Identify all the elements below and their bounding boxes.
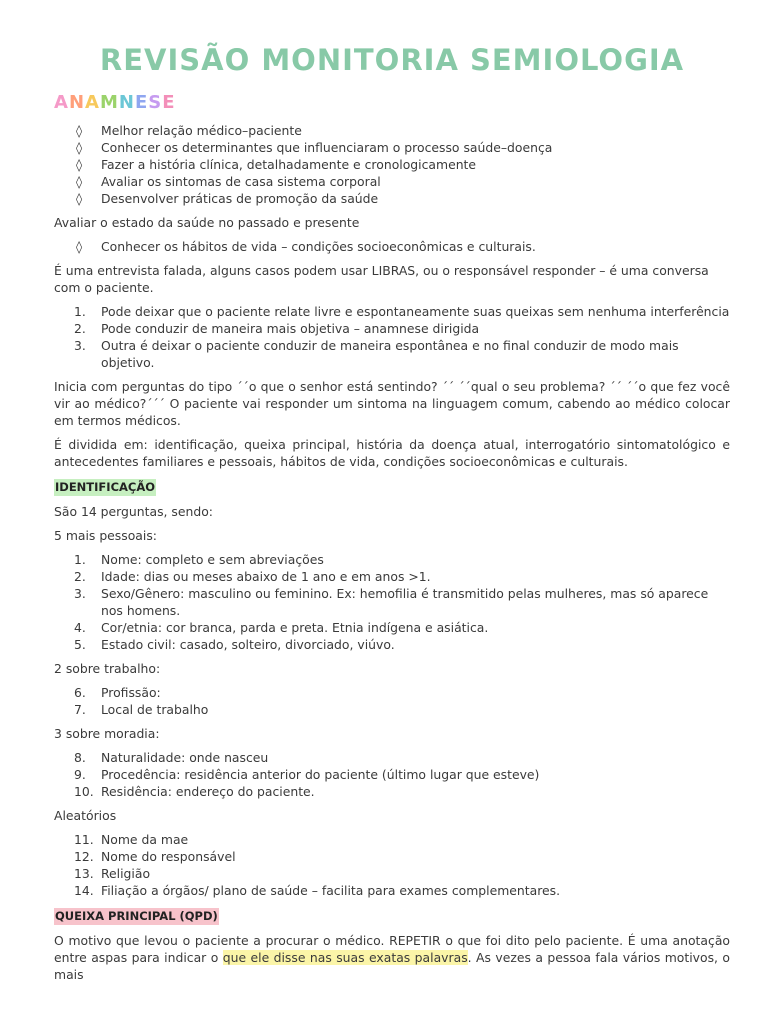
paragraph-avaliar: Avaliar o estado da saúde no passado e presente bbox=[54, 215, 360, 230]
list-item: 13. Religião bbox=[74, 866, 151, 881]
trabalho-list bbox=[54, 684, 730, 718]
list-item: 12. Nome do responsável bbox=[74, 849, 236, 864]
list-item: ◊ Avaliar os sintomas de casa sistema corporal bbox=[54, 173, 730, 190]
moradia-list bbox=[54, 749, 730, 800]
list-item: 4. Cor/etnia: cor branca, parda e preta. Etnia indígena e asiática. bbox=[74, 620, 489, 635]
list-item: 8. Naturalidade: onde nasceu bbox=[74, 750, 269, 765]
list-item: 2. Pode conduzir de maneira mais objetiva – anamnese dirigida bbox=[74, 321, 480, 336]
list-item: 5. Estado civil: casado, solteiro, divorciado, viúvo. bbox=[74, 637, 395, 652]
page-title: REVISÃO MONITORIA SEMIOLOGIA bbox=[99, 43, 685, 77]
paragraph-dividida: É dividida em: identificação, queixa principal, história da doença atual, interrogatório sintomatológico e antecedentes familiares e pessoais, hábitos de vida, condições socioeconômicas e culturais. bbox=[54, 437, 730, 469]
list-item: ◊ Desenvolver práticas de promoção da saúde bbox=[54, 190, 730, 207]
paragraph-pessoais: 5 mais pessoais: bbox=[54, 528, 157, 543]
list-item: 14. Filiação a órgãos/ plano de saúde – facilita para exames complementares. bbox=[74, 883, 561, 898]
paragraph-inicia: Inicia com perguntas do tipo ´´o que o senhor está sentindo? ´´ ´´qual o seu problema? ´´ ´´o que fez você vir ao médico?´´´ O paciente vai responder um sintoma na linguagem comum, cabendo ao médico colocar em termos médicos. bbox=[54, 379, 730, 428]
list-item: 7. Local de trabalho bbox=[74, 702, 209, 717]
identificacao-heading-row bbox=[54, 478, 730, 496]
anamnese-heading: ANAMNESE bbox=[54, 92, 176, 113]
list-item: 2. Idade: dias ou meses abaixo de 1 ano e em anos >1. bbox=[74, 569, 431, 584]
list-item: 6. Profissão: bbox=[74, 685, 161, 700]
identificacao-heading: IDENTIFICAÇÃO bbox=[55, 480, 156, 494]
list-item: ◊ Fazer a história clínica, detalhadamente e cronologicamente bbox=[54, 156, 730, 173]
intro-bullet-list bbox=[54, 122, 730, 207]
list-item: 1. Nome: completo e sem abreviações bbox=[74, 552, 324, 567]
list-item: ◊ Conhecer os determinantes que influenciaram o processo saúde–doença bbox=[54, 139, 730, 156]
list-item: 3. Sexo/Gênero: masculino ou feminino. Ex: hemofilia é transmitido pelas mulheres, mas só aparece nos homens. bbox=[74, 586, 709, 618]
modos-list bbox=[54, 303, 730, 371]
habitos-bullet-list bbox=[54, 238, 730, 255]
list-item: 9. Procedência: residência anterior do paciente (último lugar que esteve) bbox=[74, 767, 540, 782]
pessoais-list bbox=[54, 551, 730, 653]
paragraph-aleatorios: Aleatórios bbox=[54, 808, 117, 823]
paragraph-moradia: 3 sobre moradia: bbox=[54, 726, 160, 741]
list-item: 10. Residência: endereço do paciente. bbox=[74, 784, 315, 799]
paragraph-trabalho: 2 sobre trabalho: bbox=[54, 661, 161, 676]
list-item: 11. Nome da mae bbox=[74, 832, 189, 847]
list-item: ◊ Conhecer os hábitos de vida – condições socioeconômicas e culturais. bbox=[54, 238, 730, 255]
paragraph-14-perguntas: São 14 perguntas, sendo: bbox=[54, 504, 213, 519]
list-item: 1. Pode deixar que o paciente relate livre e espontaneamente suas queixas sem nenhuma interferência bbox=[74, 304, 730, 319]
queixa-heading: QUEIXA PRINCIPAL (QPD) bbox=[55, 909, 218, 923]
paragraph-queixa: O motivo que levou o paciente a procurar o médico. REPETIR o que foi dito pelo paciente. É uma anotação entre aspas para indicar o que ele disse nas suas exatas palavras. As vezes a pessoa fala vários motivos, o mais bbox=[54, 933, 731, 982]
highlighted-quote: que ele disse nas suas exatas palavras bbox=[222, 950, 468, 965]
aleatorios-list bbox=[54, 831, 730, 899]
list-item: ◊ Melhor relação médico–paciente bbox=[54, 122, 730, 139]
paragraph-entrevista: É uma entrevista falada, alguns casos podem usar LIBRAS, ou o responsável responder – é uma conversa com o paciente. bbox=[54, 263, 709, 295]
list-item: 3. Outra é deixar o paciente conduzir de maneira espontânea e no final conduzir de modo mais objetivo. bbox=[74, 338, 679, 370]
queixa-heading-row bbox=[54, 907, 730, 925]
